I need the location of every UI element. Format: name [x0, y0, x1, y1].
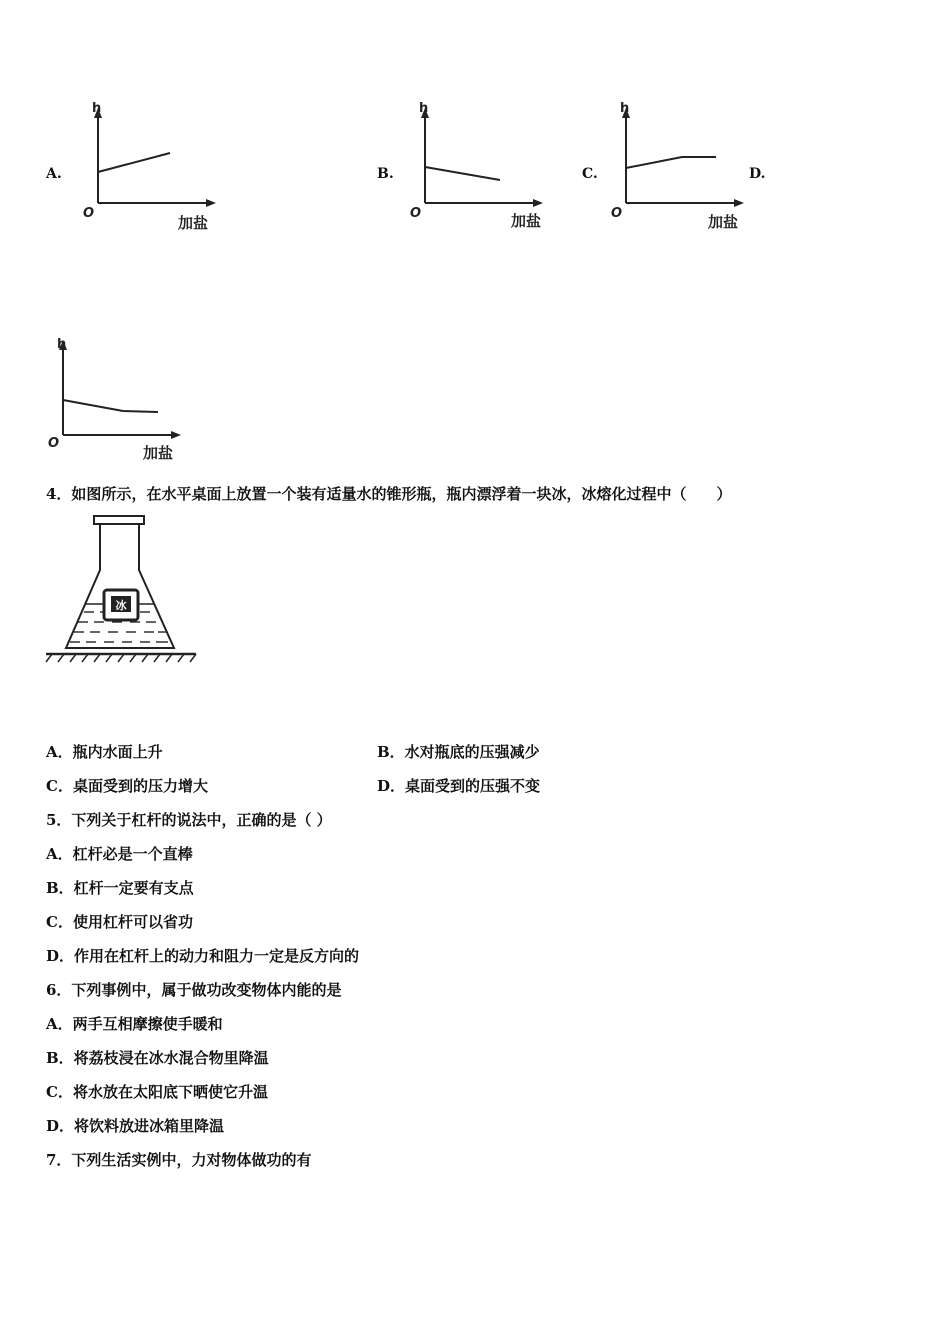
flask-outline [66, 524, 174, 648]
graph-a-curve [98, 153, 170, 172]
question-6-option-c: C．将水放在太阳底下晒使它升温 [46, 1083, 268, 1101]
question-4-stem: 4．如图所示，在水平桌面上放置一个装有适量水的锥形瓶，瓶内漂浮着一块冰，冰熔化过程中（ ） [46, 485, 732, 503]
graph-d-curve [63, 400, 158, 412]
question-5-option-b: B．杠杆一定要有支点 [46, 879, 194, 897]
flask-figure [44, 512, 204, 667]
question-4-option-c: C．桌面受到的压力增大 [46, 777, 208, 795]
question-5-option-d: D．作用在杠杆上的动力和阻力一定是反方向的 [46, 947, 360, 965]
question-6-option-b: B．将荔枝浸在冰水混合物里降温 [46, 1049, 269, 1067]
question-4-option-d: D．桌面受到的压强不变 [377, 777, 541, 795]
flask-rim [94, 516, 144, 524]
graph-c [606, 100, 756, 235]
graph-c-x-label: 加盐 [708, 213, 739, 231]
graph-c-y-label: h [620, 101, 630, 116]
option-c-label: C. [582, 166, 598, 182]
option-d-label: D. [749, 166, 766, 182]
ice-label: 冰 [115, 599, 127, 612]
question-6-option-d: D．将饮料放进冰箱里降温 [46, 1117, 225, 1135]
question-5-stem: 5．下列关于杠杆的说法中，正确的是（ ） [46, 811, 332, 829]
graph-a-x-label: 加盐 [178, 214, 209, 232]
graph-d-x-label: 加盐 [143, 444, 174, 462]
question-6-stem: 6．下列事例中，属于做功改变物体内能的是 [46, 981, 342, 999]
graph-d-y-label: h [57, 337, 67, 352]
graph-b-y-label: h [419, 101, 429, 116]
graph-a-y-label: h [92, 101, 102, 116]
graph-b-curve [425, 167, 500, 180]
graph-d-origin: O [48, 436, 60, 451]
graph-b [405, 100, 555, 235]
question-7-stem: 7．下列生活实例中，力对物体做功的有 [46, 1151, 312, 1169]
graph-c-origin: O [611, 206, 623, 221]
graph-a-origin: O [83, 206, 95, 221]
option-b-label: B. [377, 166, 394, 182]
option-a-label: A. [46, 166, 62, 182]
graph-a-x-arrow [206, 199, 216, 207]
question-4-option-b: B．水对瓶底的压强减少 [377, 743, 540, 761]
question-6-option-a: A．两手互相摩擦使手暖和 [46, 1015, 223, 1033]
graph-b-x-label: 加盐 [511, 212, 542, 230]
question-5-option-a: A．杠杆必是一个直棒 [46, 845, 193, 863]
graph-d [43, 332, 193, 467]
question-4-option-a: A．瓶内水面上升 [46, 743, 163, 761]
graph-c-curve [626, 157, 716, 168]
question-5-option-c: C．使用杠杆可以省功 [46, 913, 193, 931]
graph-b-origin: O [410, 206, 422, 221]
graph-a [78, 100, 228, 235]
